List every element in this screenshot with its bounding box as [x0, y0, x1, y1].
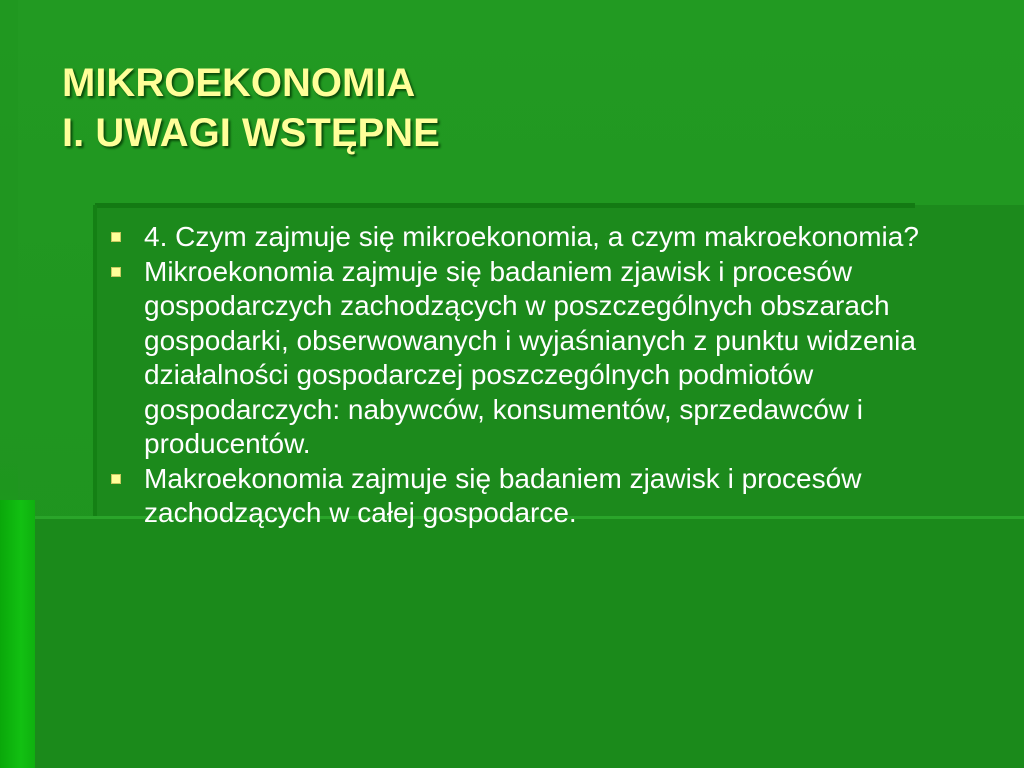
- bullet-text: 4. Czym zajmuje się mikroekonomia, a czym makroekonomia?: [144, 221, 919, 252]
- slide-title: [62, 58, 440, 158]
- bullet-item: [108, 462, 978, 531]
- title-line-1: MIKROEKONOMIA: [62, 61, 416, 105]
- square-bullet-icon: [111, 232, 121, 242]
- bullet-item: [108, 220, 978, 255]
- title-line-2: I. UWAGI WSTĘPNE: [62, 111, 440, 155]
- square-bullet-icon: [111, 474, 121, 484]
- background-panel-left-edge: [93, 205, 97, 520]
- decorative-left-strip: [0, 500, 35, 768]
- background-panel-edge: [95, 203, 915, 208]
- background-panel-lower: [35, 518, 1024, 768]
- bullet-text: Makroekonomia zajmuje się badaniem zjawisk i procesów zachodzących w całej gospodarce.: [144, 462, 862, 528]
- bullet-text: Mikroekonomia zajmuje się badaniem zjawisk i procesów gospodarczych zachodzących w poszczególnych obszarach gospodarki, obserwowanych i wyjaśnianych z punktu widzenia działalności gospodarczej poszczególnych podmiotów gospodarczych: nabywców, konsumentów, sprzedawców i producentów.: [144, 255, 916, 459]
- bullet-item: [108, 255, 978, 462]
- bullet-list: [108, 220, 978, 531]
- square-bullet-icon: [111, 267, 121, 277]
